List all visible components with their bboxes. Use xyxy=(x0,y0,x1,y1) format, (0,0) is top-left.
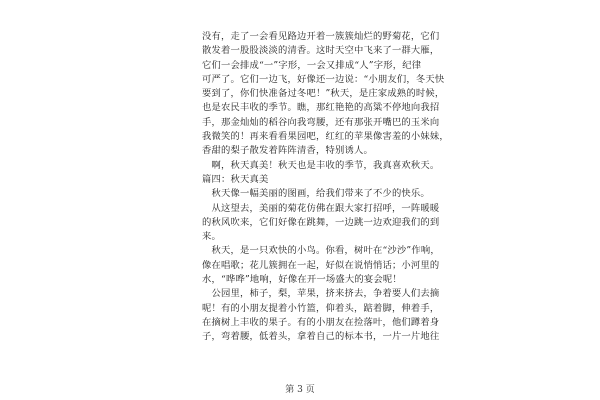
section-heading: 篇四：秋天真美 xyxy=(202,173,269,185)
text-line: 要到了，你们快准备过冬吧！”秋天，是庄家成熟的时候， xyxy=(202,88,445,100)
text-line: 可严了。它们一边飞，好像还一边说：“小朋友们，冬天快 xyxy=(202,73,445,85)
text-line: 手，那金灿灿的稻谷向我弯腰，还有那张开嘴巴的玉米向 xyxy=(202,116,440,128)
text-line: 公园里，柿子，梨，苹果，挤来挤去，争着要人们去摘 xyxy=(202,288,440,300)
text-line: 它们一会排成“一”字形，一会又排成“人”字形，纪律 xyxy=(202,59,422,71)
text-line: 呢！有的小朋友提着小竹篮，仰着头，踮着脚，伸着手， xyxy=(202,302,440,314)
text-line: 也是农民丰收的季节。瞧，那红艳艳的高粱不停地向我招 xyxy=(202,102,440,114)
text-line: 在摘树上丰收的果子。有的小朋友在捡落叶，他们蹲着身 xyxy=(202,316,440,328)
body-text xyxy=(202,30,449,345)
page-number: 第 3 页 xyxy=(285,385,315,395)
text-line: 香甜的梨子散发着阵阵清香，特别诱人。 xyxy=(202,145,373,157)
text-line: 散发着一股股淡淡的清香。这时天空中飞来了一群大雁， xyxy=(202,45,440,57)
text-line: 从这望去，美丽的菊花仿佛在跟大家打招呼，一阵暖暖 xyxy=(202,202,440,214)
text-line: 子，弯着腰，低着头，拿着自己的标本书，一片一片地往 xyxy=(202,331,440,343)
text-line: 的秋风吹来，它们好像在跳舞，一边跳一边欢迎我们的到 xyxy=(202,216,440,228)
text-line: 我微笑的！再来看看果园吧，红红的苹果像害羞的小妹妹， xyxy=(202,131,449,143)
text-line: 秋天，是一只欢快的小鸟。你看，树叶在“沙沙”作响， xyxy=(202,245,440,257)
text-line: 啊，秋天真美！秋天也是丰收的季节，我真喜欢秋天。 xyxy=(202,159,440,171)
text-line: 像在唱歌；花儿簇拥在一起，好似在说悄悄话；小河里的 xyxy=(202,259,440,271)
text-line: 秋天像一幅美丽的图画，给我们带来了不少的快乐。 xyxy=(202,188,430,200)
text-line: 没有，走了一会看见路边开着一簇簇灿烂的野菊花，它们 xyxy=(202,31,440,42)
text-line: 来。 xyxy=(202,231,221,243)
text-line: 水，“哗哗”地响，好像在开一场盛大的宴会呢！ xyxy=(202,274,402,286)
